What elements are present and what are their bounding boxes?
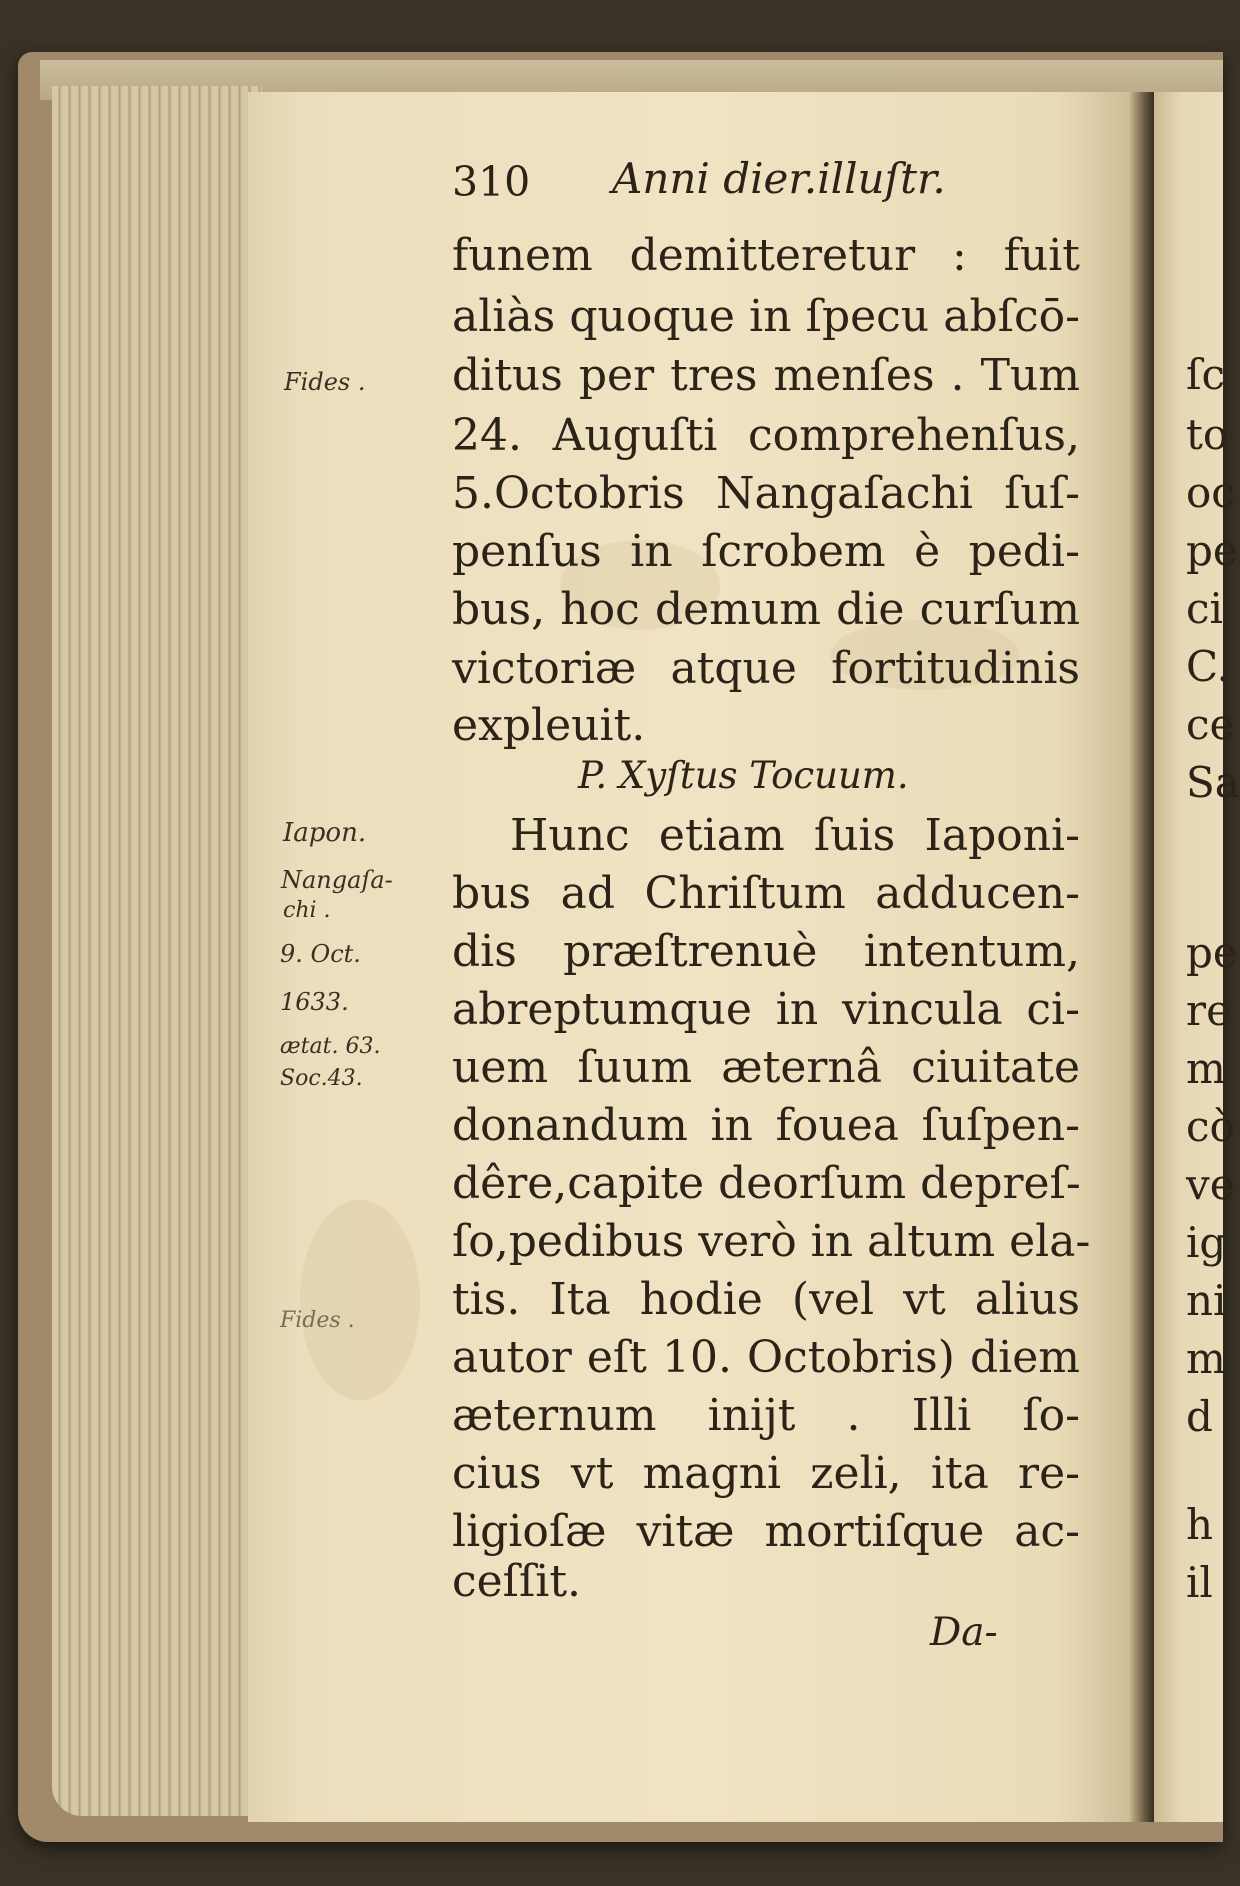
right-page-fragment: pe bbox=[1186, 526, 1238, 575]
text-line: dêre,capite deorſum depreſ- bbox=[452, 1158, 1081, 1209]
margin-note-date: 9. Oct. bbox=[280, 940, 361, 968]
page-number: 310 bbox=[452, 158, 531, 206]
right-page-fragment: to bbox=[1186, 410, 1229, 459]
text-line: ligioſæ vitæ mortiſque ac- bbox=[452, 1506, 1080, 1557]
catchword: Da- bbox=[930, 1610, 998, 1655]
right-page-fragment: il bbox=[1186, 1558, 1213, 1607]
right-page-fragment: ci bbox=[1186, 584, 1223, 633]
text-line: ſo,pedibus verò in altum ela- bbox=[452, 1216, 1091, 1267]
right-page-fragment: ni bbox=[1186, 1276, 1227, 1325]
running-title: Anni dier.illuſtr. bbox=[612, 154, 946, 203]
margin-note-fides-faded: Fides . bbox=[280, 1308, 355, 1333]
text-line: autor eſt 10. Octobris) diem bbox=[452, 1332, 1080, 1383]
margin-note-iapon: Iapon. bbox=[283, 818, 367, 848]
margin-note-year: 1633. bbox=[280, 988, 349, 1016]
text-line: penſus in ſcrobem è pedi- bbox=[452, 526, 1080, 577]
text-line: ceſſit. bbox=[452, 1556, 581, 1607]
right-page-fragment: ſc bbox=[1186, 350, 1226, 399]
right-page-fragment: ve bbox=[1186, 1160, 1235, 1209]
right-page-fragment: m bbox=[1186, 1334, 1226, 1383]
right-page-fragment: cò bbox=[1186, 1102, 1235, 1151]
text-line: cius vt magni zeli, ita re- bbox=[452, 1448, 1080, 1499]
margin-note-nangasachi: Nangaſa- bbox=[281, 866, 393, 894]
text-line: uem ſuum æternâ ciuitate bbox=[452, 1042, 1080, 1093]
right-page-fragment: pe bbox=[1186, 928, 1238, 977]
right-page-fragment: ce bbox=[1186, 700, 1235, 749]
text-line: bus, hoc demum die curſum bbox=[452, 584, 1080, 635]
margin-note-soc: Soc.43. bbox=[280, 1066, 363, 1091]
text-line: victoriæ atque fortitudinis bbox=[452, 643, 1080, 694]
text-line: ditus per tres menſes . Tum bbox=[452, 350, 1080, 401]
text-line: aliàs quoque in ſpecu abſcō- bbox=[452, 291, 1080, 342]
right-page-fragment: Sa bbox=[1186, 758, 1240, 807]
margin-note-age: ætat. 63. bbox=[280, 1034, 381, 1059]
text-line: tis. Ita hodie (vel vt alius bbox=[452, 1274, 1080, 1325]
section-heading: P. Xyſtus Tocuum. bbox=[578, 754, 909, 797]
right-page-fragment: ig bbox=[1186, 1218, 1227, 1267]
text-line: dis præſtrenuè intentum, bbox=[452, 926, 1080, 977]
right-page-fragment: oc bbox=[1186, 468, 1235, 517]
text-line: expleuit. bbox=[452, 700, 646, 751]
text-line: abreptumque in vincula ci- bbox=[452, 984, 1080, 1035]
right-page-fragment: m bbox=[1186, 1044, 1226, 1093]
paper-stain bbox=[300, 1200, 420, 1400]
book-gutter bbox=[1130, 92, 1156, 1822]
right-page-fragment: C. bbox=[1186, 642, 1230, 691]
text-line: bus ad Chriſtum adducen- bbox=[452, 868, 1080, 919]
right-page-fragment: d bbox=[1186, 1392, 1213, 1441]
text-line: donandum in fouea ſuſpen- bbox=[452, 1100, 1080, 1151]
right-page-fragment: h bbox=[1186, 1500, 1214, 1549]
text-line: funem demitteretur : fuit bbox=[452, 230, 1080, 281]
margin-note-chi: chi . bbox=[283, 898, 331, 923]
text-line: 5.Octobris Nangaſachi ſuſ- bbox=[452, 468, 1080, 519]
text-line: 24. Auguſti comprehenſus, bbox=[452, 410, 1080, 461]
margin-note-fides: Fides . bbox=[284, 368, 366, 396]
text-line: Hunc etiam ſuis Iaponi- bbox=[510, 810, 1080, 861]
right-page-fragment: re bbox=[1186, 986, 1231, 1035]
text-line: æternum inijt . Illi ſo- bbox=[452, 1390, 1080, 1441]
page-edges bbox=[52, 86, 262, 1816]
